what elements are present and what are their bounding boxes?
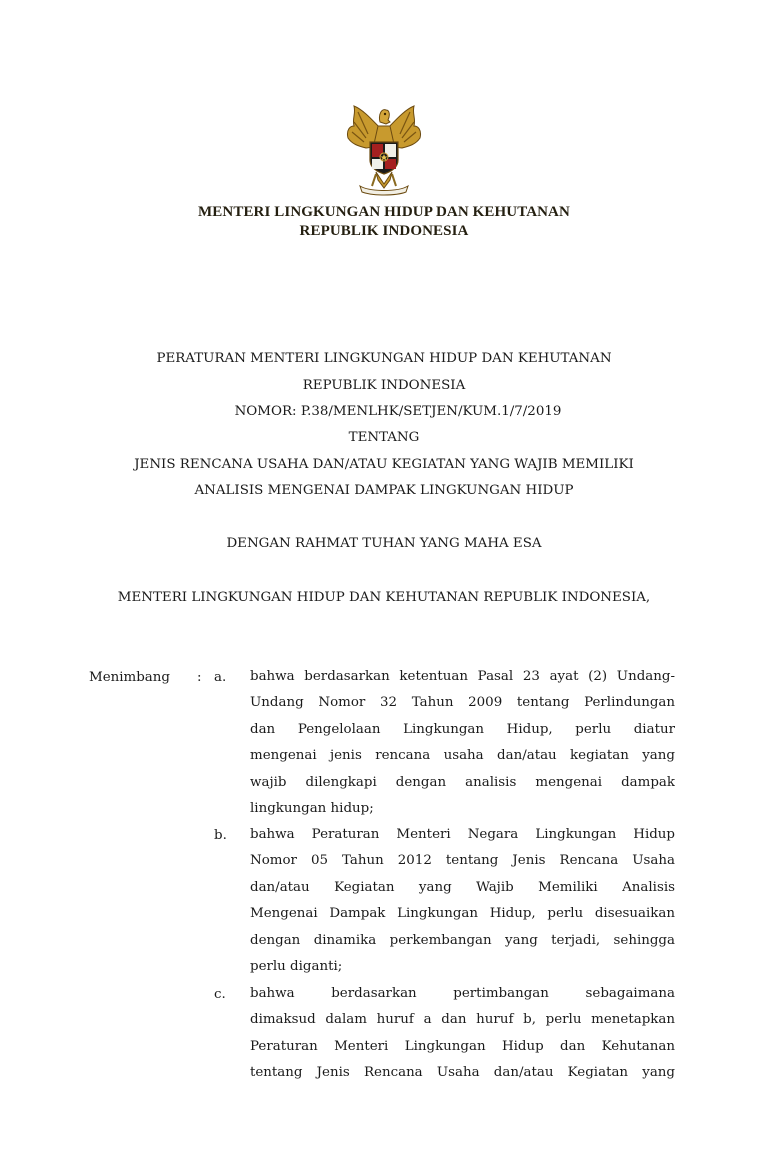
consideration-line: Undang Nomor 32 Tahun 2009 tentang Perlindungan: [250, 695, 675, 711]
consideration-line: bahwa berdasarkan pertimbangan sebagaimana: [250, 986, 675, 1001]
consideration-line: wajib dilengkapi dengan analisis mengenai dampak: [250, 774, 675, 790]
considerations-label: Menimbang: [89, 670, 170, 685]
consideration-line: bahwa berdasarkan ketentuan Pasal 23 ayat (2) Undang-: [250, 669, 675, 684]
regulation-number: NOMOR: P.38/MENLHK/SETJEN/KUM.1/7/2019: [234, 404, 562, 419]
regulation-tentang: TENTANG: [348, 430, 420, 445]
blessing-line: DENGAN RAHMAT TUHAN YANG MAHA ESA: [226, 536, 542, 551]
regulation-country: REPUBLIK INDONESIA: [302, 378, 466, 393]
authority-line: MENTERI LINGKUNGAN HIDUP DAN KEHUTANAN REPUBLIK INDONESIA,: [117, 590, 651, 605]
regulation-subject-line-2: ANALISIS MENGENAI DAMPAK LINGKUNGAN HIDUP: [194, 483, 574, 498]
consideration-line: dan Pengelolaan Lingkungan Hidup, perlu diatur: [250, 721, 675, 737]
consideration-item-b: [250, 822, 675, 980]
regulation-subject-line-1: JENIS RENCANA USAHA DAN/ATAU KEGIATAN YANG WAJIB MEMILIKI: [134, 457, 634, 472]
consideration-line: mengenai jenis rencana usaha dan/atau kegiatan yang: [250, 748, 675, 764]
consideration-item-c: [250, 981, 675, 1087]
consideration-line: Nomor 05 Tahun 2012 tentang Jenis Rencana Usaha: [250, 853, 675, 869]
ministry-country: REPUBLIK INDONESIA: [299, 223, 469, 239]
consideration-line: lingkungan hidup;: [250, 800, 374, 816]
consideration-letter: b.: [214, 828, 227, 843]
considerations-colon: :: [197, 670, 202, 685]
garuda-emblem-icon: [334, 100, 434, 200]
ministry-name: MENTERI LINGKUNGAN HIDUP DAN KEHUTANAN: [198, 204, 570, 220]
consideration-line: bahwa Peraturan Menteri Negara Lingkungan Hidup: [250, 827, 675, 842]
consideration-letter: a.: [214, 670, 227, 685]
consideration-line: Mengenai Dampak Lingkungan Hidup, perlu disesuaikan: [250, 906, 675, 922]
consideration-line: tentang Jenis Rencana Usaha dan/atau Kegiatan yang: [250, 1065, 675, 1081]
consideration-line: Peraturan Menteri Lingkungan Hidup dan Kehutanan: [250, 1038, 675, 1054]
consideration-line: dimaksud dalam huruf a dan huruf b, perlu menetapkan: [250, 1012, 675, 1028]
consideration-line: perlu diganti;: [250, 958, 343, 974]
consideration-letter: c.: [214, 987, 226, 1002]
consideration-line: dengan dinamika perkembangan yang terjadi, sehingga: [250, 932, 675, 948]
regulation-title: PERATURAN MENTERI LINGKUNGAN HIDUP DAN KEHUTANAN: [156, 351, 612, 366]
consideration-line: dan/atau Kegiatan yang Wajib Memiliki Analisis: [250, 879, 675, 895]
consideration-item-a: [250, 664, 675, 822]
